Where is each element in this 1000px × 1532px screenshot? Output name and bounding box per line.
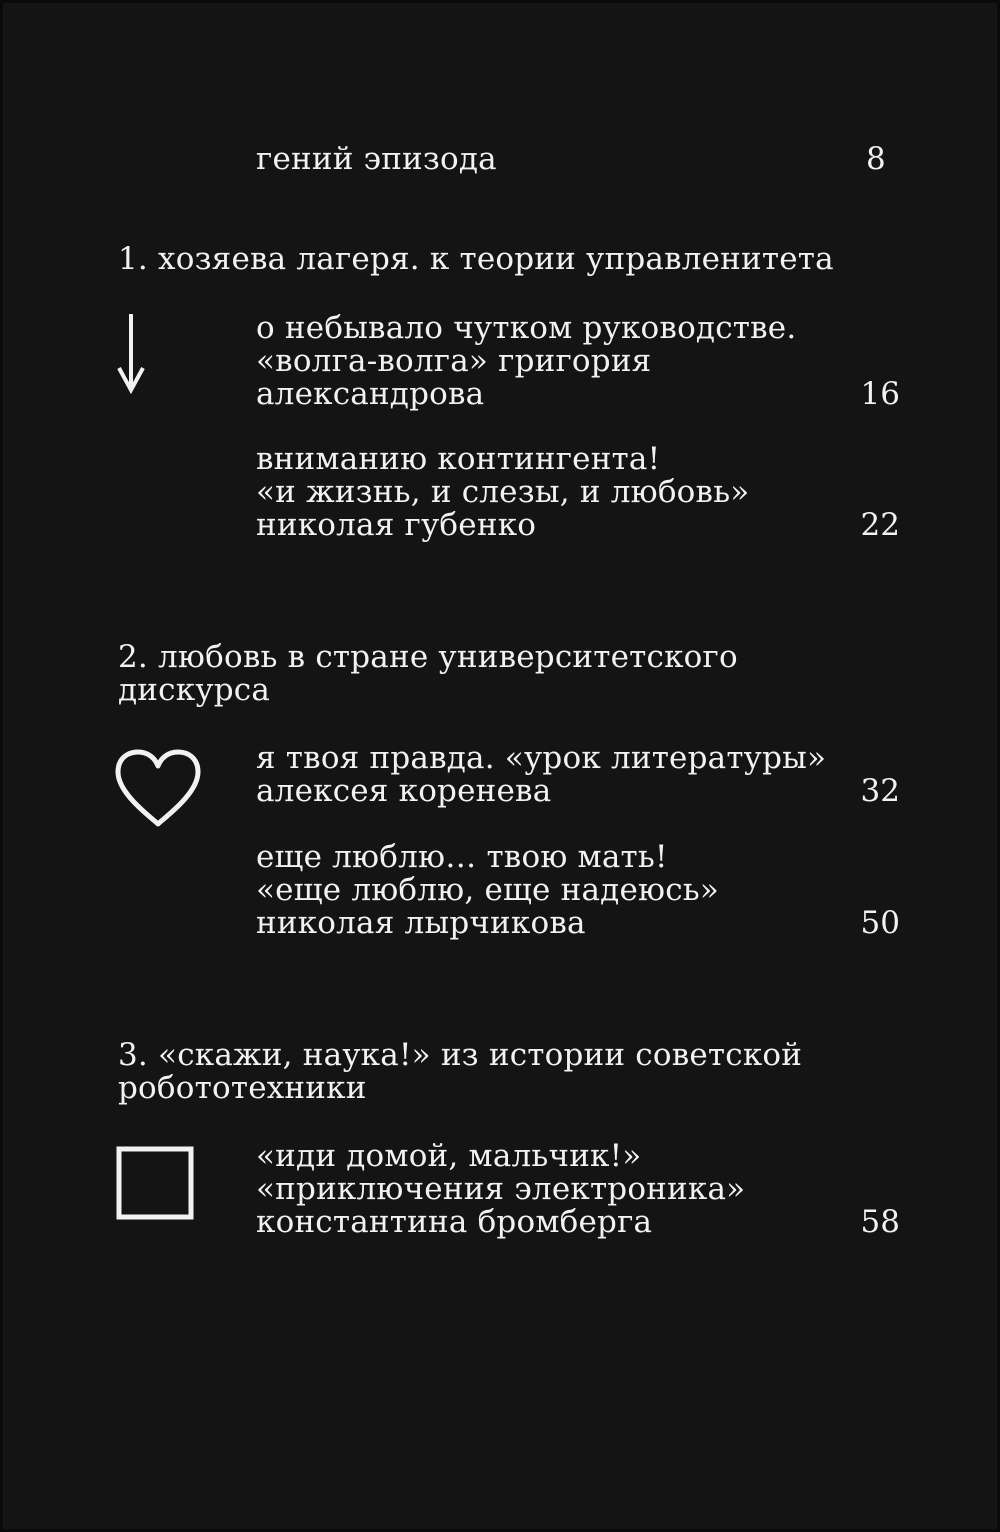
section-title-2: 2. любовь в стране университетского дискурса [118, 639, 738, 708]
square-outline-icon [116, 1146, 194, 1220]
down-arrow-icon [116, 312, 146, 394]
entry-title: гений эпизода [256, 141, 497, 177]
page-number: 58 [860, 1204, 900, 1240]
page-number: 22 [860, 507, 900, 543]
section-title-1: 1. хозяева лагеря. к теории управленитета [118, 241, 834, 277]
toc-entry-intro[interactable] [256, 143, 816, 176]
page-number: 32 [860, 773, 900, 809]
toc-entry[interactable]: о небывало чутком руководстве. «волга-волга» григория александрова [256, 310, 797, 412]
section-title-3: 3. «скажи, наука!» из истории советской робототехники [118, 1037, 803, 1106]
toc-entry[interactable]: «иди домой, мальчик!» «приключения электроника» константина бромберга [256, 1138, 746, 1240]
page-number: 8 [866, 141, 886, 177]
toc-entry[interactable]: я твоя правда. «урок литературы» алексея коренева [256, 740, 827, 809]
page-number: 16 [860, 376, 900, 412]
toc-entry[interactable]: еще люблю… твою мать! «еще люблю, еще надеюсь» николая лырчикова [256, 839, 720, 941]
heart-outline-icon [112, 748, 204, 830]
page-number: 50 [860, 905, 900, 941]
toc-entry[interactable]: вниманию контингента! «и жизнь, и слезы, и любовь» николая губенко [256, 441, 750, 543]
